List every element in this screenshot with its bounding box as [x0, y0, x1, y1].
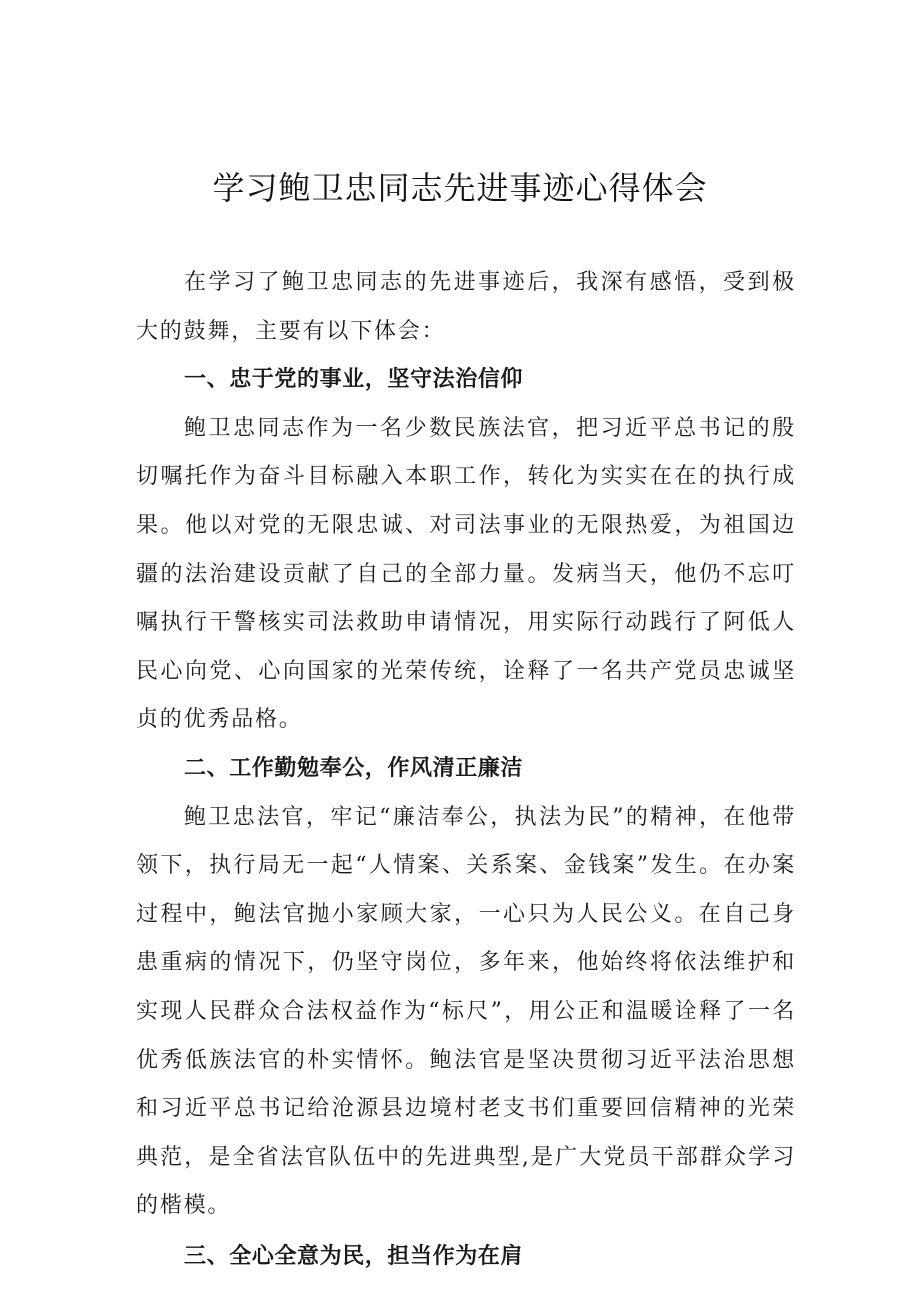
intro-paragraph: 在学习了鲍卫忠同志的先进事迹后，我深有感悟，受到极大的鼓舞，主要有以下体会：: [136, 270, 796, 344]
document-title: 学习鲍卫忠同志先进事迹心得体会: [212, 169, 708, 207]
section-1-paragraph: 鲍卫忠同志作为一名少数民族法官，把习近平总书记的殷切嘱托作为奋斗目标融入本职工作，转化为实实在在的执行成果。他以对党的无限忠诚、对司法事业的无限热爱，为祖国边疆的法治建设贡献了自己的全部力量。发病当天，他仍不忘叮嘱执行干警核实司法救助申请情况，用实际行动践行了阿低人民心向党、心向国家的光荣传统，诠释了一名共产党员忠诚坚贞的优秀品格。: [136, 415, 796, 733]
section-1-heading: 一、忠于党的事业，坚守法治信仰: [184, 367, 524, 393]
section-2-heading: 二、工作勤勉奉公，作风清正廉洁: [184, 755, 524, 781]
document-body: [136, 259, 796, 1281]
section-3-heading: 三、全心全意为民，担当作为在肩: [184, 1243, 524, 1269]
section-2-paragraph: 鲍卫忠法官，牢记“廉洁奉公，执法为民”的精神，在他带领下，执行局无一起“人情案、关系案、金钱案”发生。在办案过程中，鲍法官抛小家顾大家，一心只为人民公义。在自己身患重病的情况下，仍坚守岗位，多年来，他始终将依法维护和实现人民群众合法权益作为“标尺”，用公正和温暖诠释了一名优秀低族法官的朴实情怀。鲍法官是坚决贯彻习近平法治思想和习近平总书记给沧源县边境村老支书们重要回信精神的光荣典范，是全省法官队伍中的先进典型,是广大党员干部群众学习的楷模。: [136, 804, 796, 1219]
